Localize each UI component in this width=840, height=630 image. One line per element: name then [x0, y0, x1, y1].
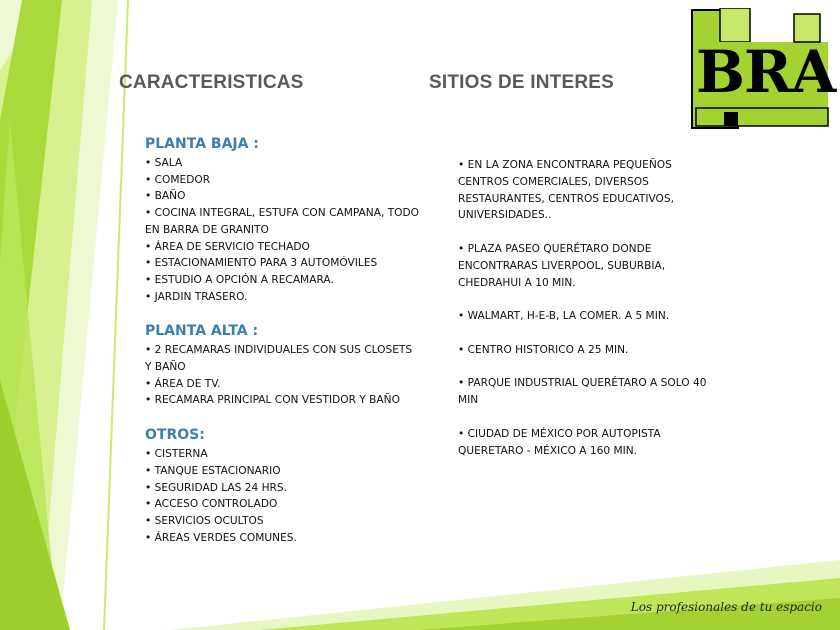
list-item: • CISTERNA [145, 446, 420, 463]
list-item: • WALMART, H-E-B, LA COMER. A 5 MIN. [458, 308, 708, 325]
features-heading: CARACTERISTICAS [119, 72, 304, 93]
list-item: • JARDIN TRASERO. [145, 289, 420, 306]
list-item: • PARQUE INDUSTRIAL QUERÉTARO A SOLO 40 MIN [458, 375, 708, 409]
section-title-planta-alta: PLANTA ALTA : [145, 323, 259, 340]
list-item: • COCINA INTEGRAL, ESTUFA CON CAMPANA, TODO EN BARRA DE GRANITO [145, 205, 420, 238]
sites-heading: SITIOS DE INTERES [429, 72, 614, 93]
list-item: • ÁREA DE TV. [145, 376, 420, 393]
list-item: • PLAZA PASEO QUERÉTARO DONDE ENCONTRARAS LIVERPOOL, SUBURBIA, CHEDRAHUI A 10 MIN. [458, 241, 708, 291]
list-item: • ESTUDIO A OPCIÓN A RECAMARA. [145, 272, 420, 289]
list-item: • ESTACIONAMIENTO PARA 3 AUTOMÓVILES [145, 255, 420, 272]
otros-list [145, 446, 420, 546]
logo-text: BRA [696, 38, 836, 106]
list-item: • TANQUE ESTACIONARIO [145, 463, 420, 480]
planta-baja-list [145, 155, 420, 305]
section-title-planta-baja: PLANTA BAJA : [145, 136, 259, 152]
logo-black-block [724, 112, 738, 126]
sites-list [458, 157, 708, 459]
footer-tagline: Los profesionales de tu espacio [630, 600, 822, 614]
logo-square-top [720, 8, 750, 42]
planta-alta-list [145, 342, 420, 409]
list-item: • ÁREAS VERDES COMUNES. [145, 530, 420, 547]
list-item: • CIUDAD DE MÉXICO POR AUTOPISTA QUERETARO - MÉXICO A 160 MIN. [458, 426, 708, 460]
list-item: • 2 RECAMARAS INDIVIDUALES CON SUS CLOSETS Y BAÑO [145, 342, 420, 375]
list-item: • CENTRO HISTORICO A 25 MIN. [458, 342, 708, 359]
list-item: • EN LA ZONA ENCONTRARA PEQUEÑOS CENTROS COMERCIALES, DIVERSOS RESTAURANTES, CENTROS EDUCATIVOS, UNIVERSIDADES.. [458, 157, 708, 224]
logo-square-bottom [696, 108, 828, 126]
bra-logo [690, 8, 836, 130]
list-item: • SEGURIDAD LAS 24 HRS. [145, 480, 420, 497]
list-item: • COMEDOR [145, 172, 420, 189]
list-item: • SERVICIOS OCULTOS [145, 513, 420, 530]
list-item: • ACCESO CONTROLADO [145, 496, 420, 513]
sites-column [458, 157, 708, 476]
section-title-otros: OTROS: [145, 427, 205, 444]
list-item: • RECAMARA PRINCIPAL CON VESTIDOR Y BAÑO [145, 392, 420, 409]
list-item: • ÁREA DE SERVICIO TECHADO [145, 239, 420, 256]
features-column [145, 136, 420, 564]
list-item: • SALA [145, 155, 420, 172]
list-item: • BAÑO [145, 188, 420, 205]
